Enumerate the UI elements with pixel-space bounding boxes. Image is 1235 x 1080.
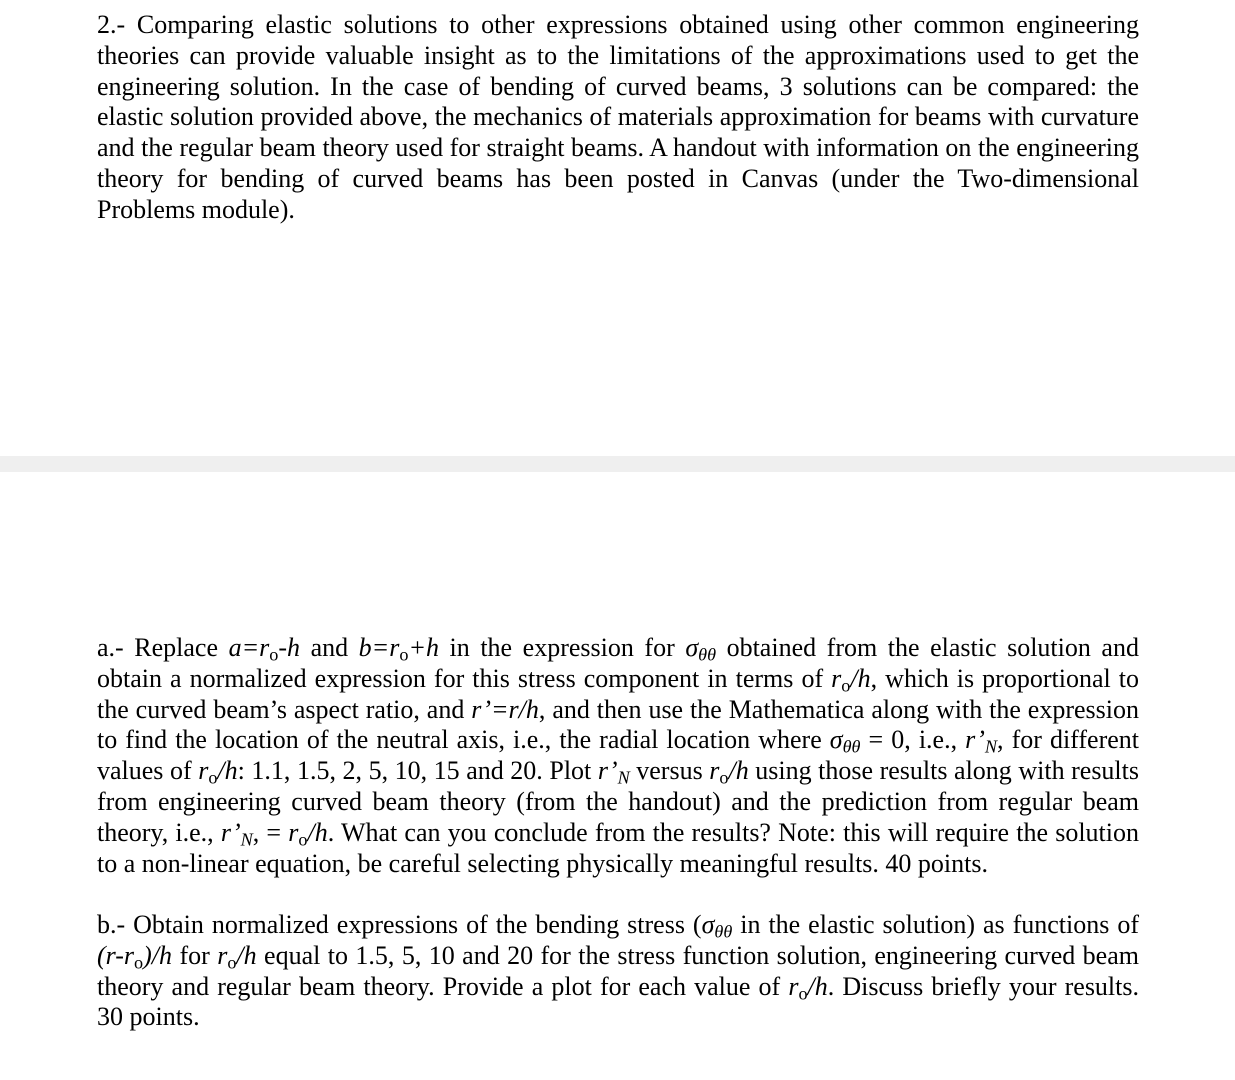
page-top [0, 0, 1235, 456]
page-separator [0, 456, 1235, 472]
sigma-theta-theta: σθθ [701, 910, 733, 942]
sigma-theta-theta: σθθ [685, 633, 717, 665]
part-a-paragraph: a.- Replace $a=r_o-h$ and $b=r_o+h$ in the expression for σθθ obtained from the elastic solution and obtain a normalized expression for this stress component in terms of $r_o/h$, which is proportional to the curved beam’s aspect ratio, and r’=r/h, and then use the Mathematica along with the expression to find the location of the neutral axis, i.e., the radial location where σθθ = 0, i.e., $r’_N$, for different values of $r_o/h$: 1.1, 1.5, 2, 5, 10, 15 and 20. Plot $r’_N$ versus $r_o/h$ using those results along with results from engineering curved beam theory (from the handout) and the prediction from regular beam theory, i.e., $r’_N$, = $r_o/h$. What can you conclude from the results? Note: this will require the solution to a non-linear equation, be careful selecting physically meaningful results. 40 points. [97, 633, 1139, 878]
sigma-theta-theta: σθθ [829, 725, 861, 757]
intro-paragraph: 2.- Comparing elastic solutions to other expressions obtained using other common engineering theories can provide valuable insight as to the limitations of the approximations used to get the engineering solution. In the case of bending of curved beams, 3 solutions can be compared: the elastic solution provided above, the mechanics of materials approximation for beams with curvature and the regular beam theory used for straight beams. A handout with information on the engineering theory for bending of curved beams has been posted in Canvas (under the Two-dimensional Problems module). [97, 10, 1139, 224]
part-b-paragraph: b.- Obtain normalized expressions of the bending stress (σθθ in the elastic solution) as functions of $(r-r_o)/h$ for $r_o/h$ equal to 1.5, 5, 10 and 20 for the stress function solution, engineering curved beam theory and regular beam theory. Provide a plot for each value of $r_o/h$. Discuss briefly your results. 30 points. [97, 910, 1139, 1032]
